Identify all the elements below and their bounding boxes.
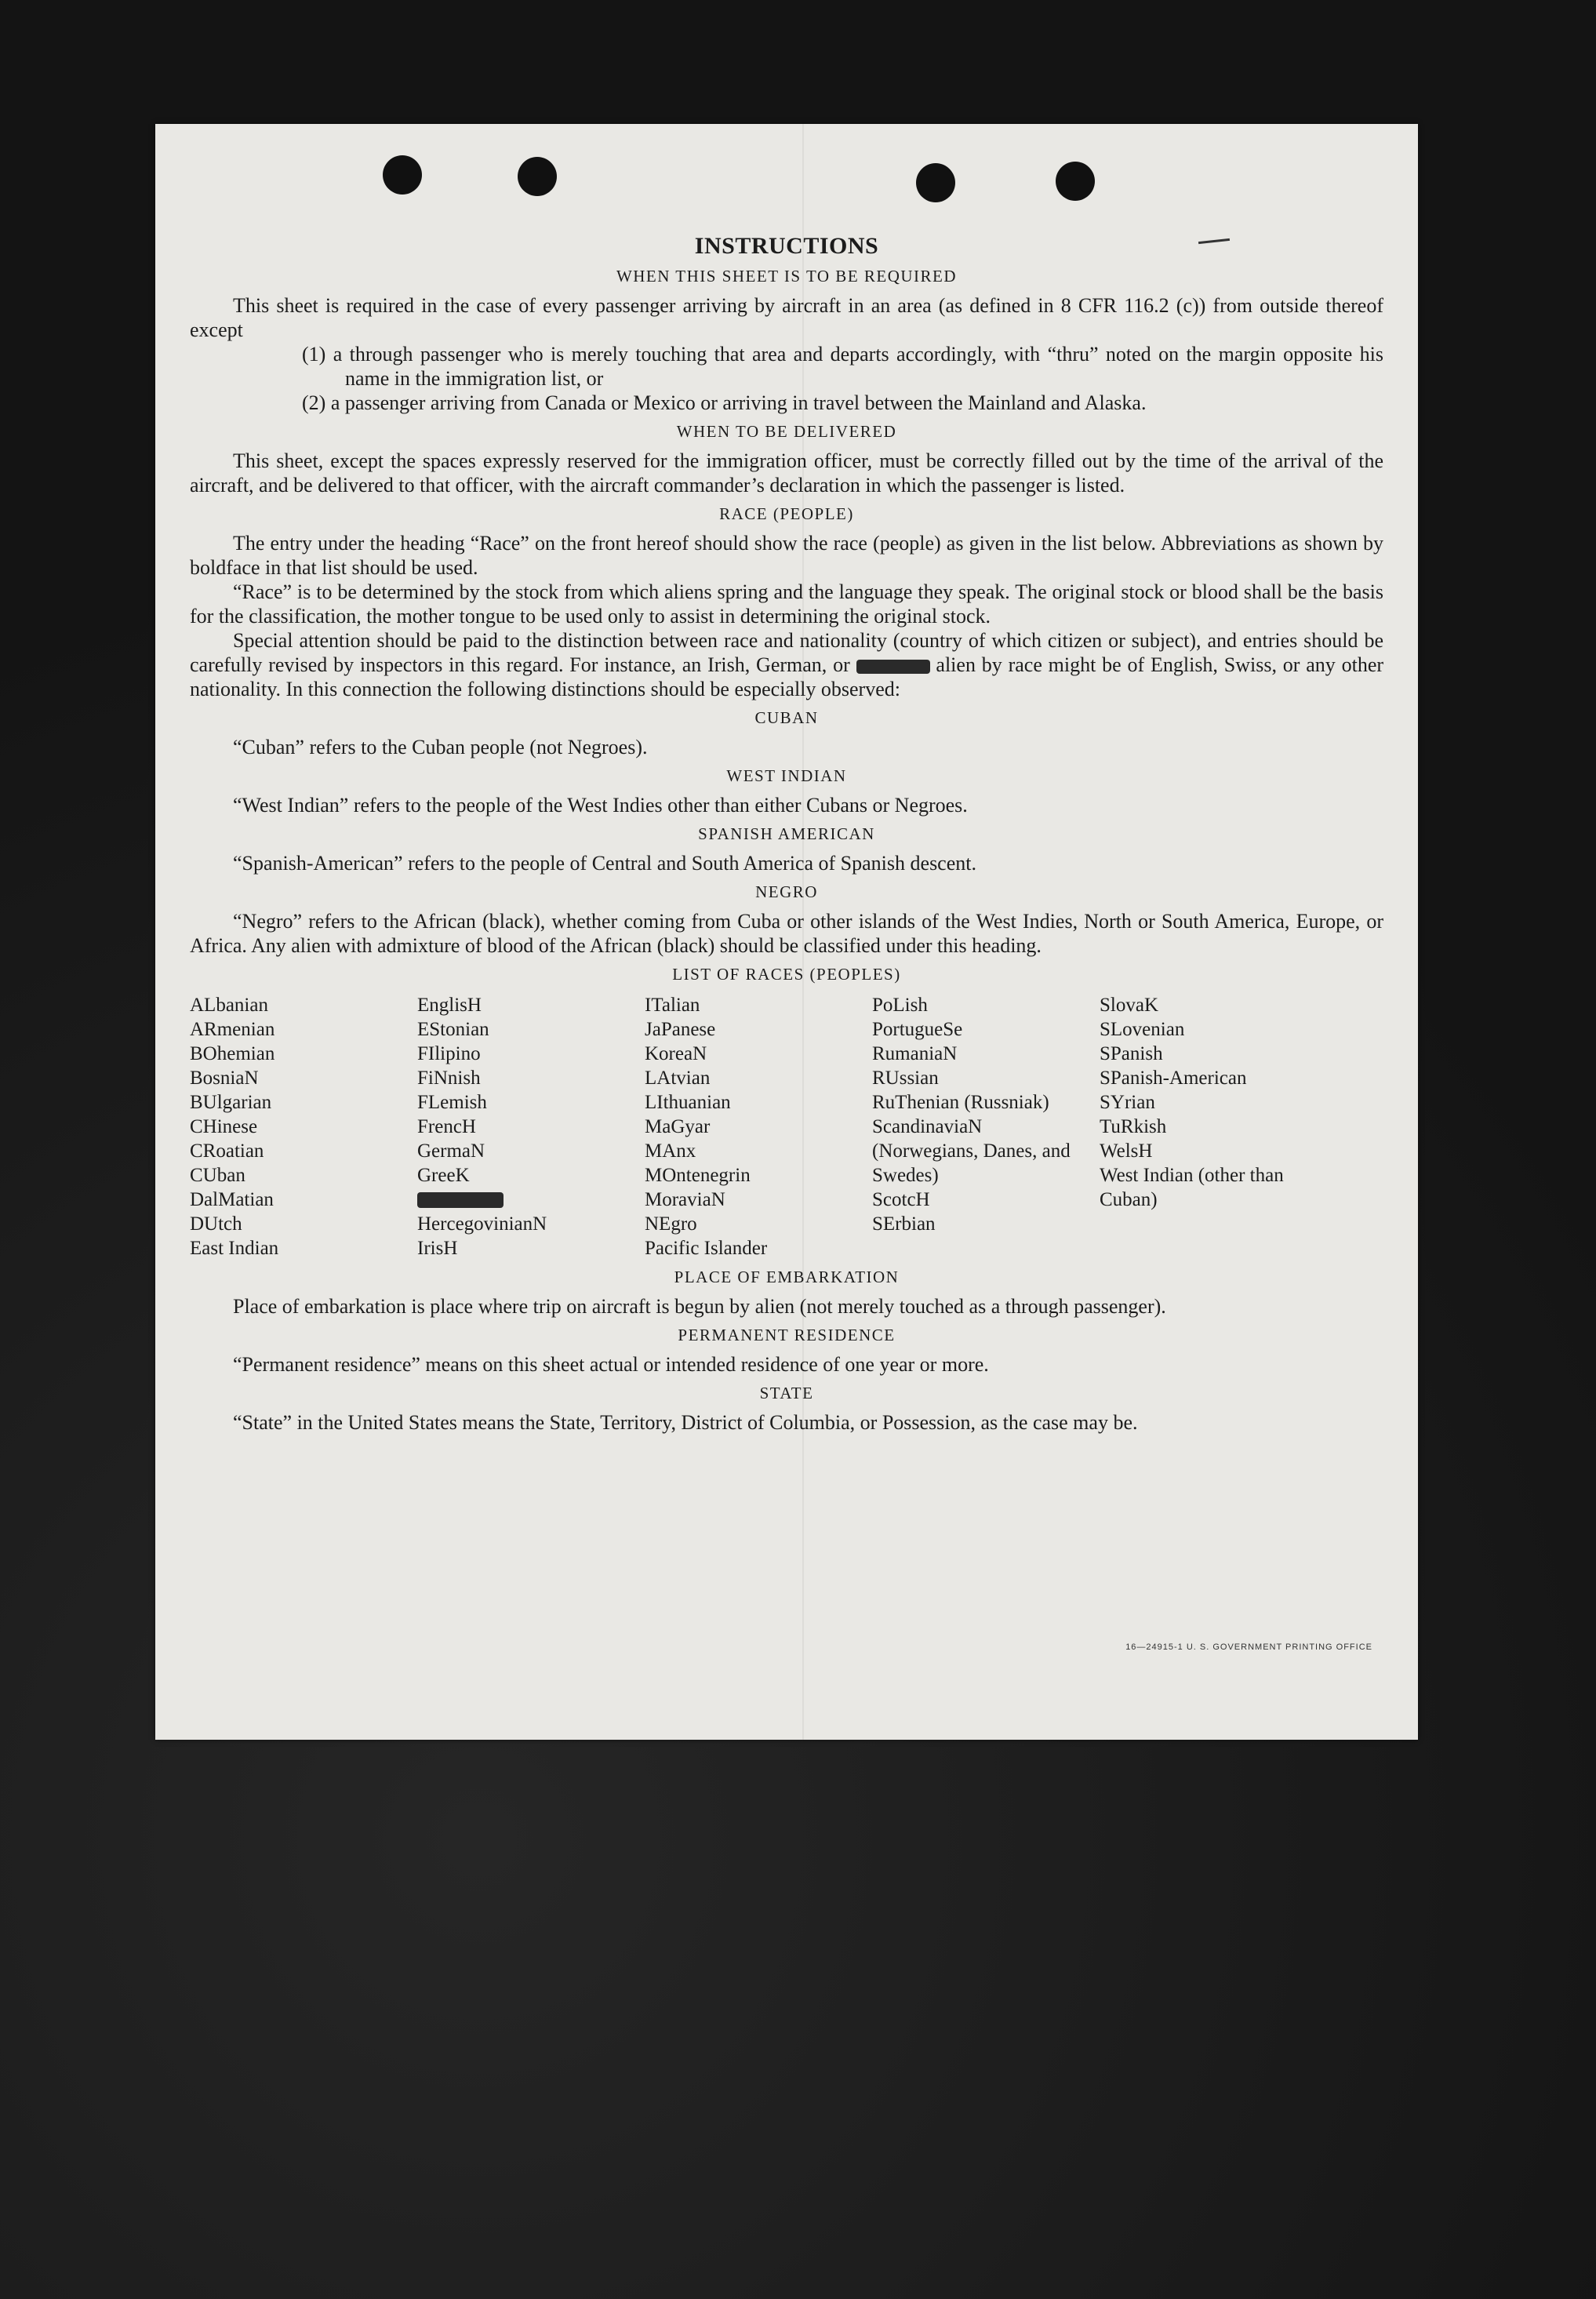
race-entry: FLemish — [417, 1092, 487, 1113]
print-office-code: 16—24915-1 U. S. GOVERNMENT PRINTING OFFICE — [1125, 1642, 1372, 1652]
race-entry: JaPanese — [645, 1019, 716, 1040]
race-entry: BosniaN — [190, 1068, 259, 1089]
race-entry: ARmenian — [190, 1019, 275, 1040]
race-entry: GreeK — [417, 1165, 470, 1186]
punch-hole — [1056, 162, 1095, 201]
race-entry: RumaniaN — [872, 1043, 958, 1064]
punch-hole — [916, 163, 955, 202]
race-entry: WelsH — [1100, 1140, 1153, 1162]
section-heading: LIST OF RACES (PEOPLES) — [672, 965, 901, 984]
redaction-mark — [417, 1192, 504, 1208]
race-entry: FIlipino — [417, 1043, 481, 1064]
paragraph: The entry under the heading “Race” on the front hereof should show the race (people) as given in the list below. Abbreviations as shown by boldface in that list should be used. — [190, 532, 1383, 579]
race-entry: SLovenian — [1100, 1019, 1185, 1040]
race-entry: Pacific Islander — [645, 1238, 768, 1259]
race-entry: EStonian — [417, 1019, 489, 1040]
race-entry: MoraviaN — [645, 1189, 725, 1210]
paragraph: “Race” is to be determined by the stock from which aliens spring and the language they speak. The original stock or blood shall be the basis for the classification, the mother tongue to be used only to assist in determining the original stock. — [190, 580, 1383, 627]
paragraph: “Negro” refers to the African (black), whether coming from Cuba or other islands of the West Indies, North or South America, Europe, or Africa. Any alien with admixture of blood of the African (black) should be classified under this heading. — [190, 910, 1383, 957]
race-entry: ScotcH — [872, 1189, 930, 1210]
section-heading: WHEN THIS SHEET IS TO BE REQUIRED — [616, 267, 958, 286]
paragraph: This sheet, except the spaces expressly reserved for the immigration officer, must be correctly filled out by the time of the arrival of the aircraft, and be delivered to that officer, with the aircraft commander’s declaration in which the passenger is listed. — [190, 449, 1383, 497]
list-item: (1) a through passenger who is merely touching that area and departs accordingly, with “thru” noted on the margin opposite his name in the immigration list, or — [302, 343, 1383, 390]
race-entry: DalMatian — [190, 1189, 274, 1210]
race-entry: LAtvian — [645, 1068, 711, 1089]
instructions-body — [190, 234, 1383, 1435]
race-entry: MaGyar — [645, 1116, 711, 1137]
races-column-5 — [1100, 993, 1327, 1260]
race-entry: CUban — [190, 1165, 245, 1186]
race-entry: BUlgarian — [190, 1092, 272, 1113]
race-entry: NEgro — [645, 1213, 697, 1235]
list-item: (2) a passenger arriving from Canada or Mexico or arriving in travel between the Mainland and Alaska. — [302, 391, 1147, 414]
race-entry: RuThenian (Russniak) — [872, 1092, 1049, 1113]
section-heading: STATE — [759, 1384, 814, 1402]
paragraph: Place of embarkation is place where trip on aircraft is begun by alien (not merely touched as a through passenger). — [233, 1295, 1166, 1318]
race-entry: PoLish — [872, 995, 928, 1016]
race-entry: MOntenegrin — [645, 1165, 751, 1186]
paragraph: “West Indian” refers to the people of the West Indies other than either Cubans or Negroes. — [233, 794, 968, 817]
paragraph: “Spanish-American” refers to the people of Central and South America of Spanish descent. — [233, 852, 976, 875]
race-entry: CRoatian — [190, 1140, 264, 1162]
races-column-3 — [645, 993, 872, 1260]
race-entry: GermaN — [417, 1140, 485, 1162]
paragraph: “Permanent residence” means on this sheet actual or intended residence of one year or more. — [233, 1353, 989, 1376]
race-entry: ScandinaviaN (Norwegians, Danes, and Swedes) — [872, 1116, 1071, 1186]
races-column-4 — [872, 993, 1100, 1260]
race-entry: TuRkish — [1100, 1116, 1167, 1137]
paragraph-part: Special attention should be paid to the distinction between race and nationality (country of which citizen or subject), and entries should be carefully revised by inspectors in this regard. For instance, an Irish, German, or — [190, 629, 1383, 676]
races-table — [190, 993, 1383, 1260]
section-heading: WHEN TO BE DELIVERED — [676, 422, 897, 441]
section-heading: SPANISH AMERICAN — [698, 824, 875, 843]
race-entry: East Indian — [190, 1238, 279, 1259]
section-heading: WEST INDIAN — [726, 766, 847, 785]
race-entry: CHinese — [190, 1116, 258, 1137]
race-entry: DUtch — [190, 1213, 242, 1235]
race-entry: FiNnish — [417, 1068, 481, 1089]
race-entry: LIthuanian — [645, 1092, 731, 1113]
paragraph: This sheet is required in the case of every passenger arriving by aircraft in an area (as defined in 8 CFR 116.2 (c)) from outside thereof except — [190, 294, 1383, 341]
paragraph: “Cuban” refers to the Cuban people (not Negroes). — [233, 736, 648, 758]
paragraph-part: alien by race might be of English, Swiss, or any other nationality. In this connection the following distinctions should be especially observed: — [190, 653, 1384, 700]
section-heading: NEGRO — [755, 882, 818, 901]
race-entry: SYrian — [1100, 1092, 1155, 1113]
redaction-mark — [856, 660, 930, 674]
race-entry: MAnx — [645, 1140, 696, 1162]
race-entry: SPanish-American — [1100, 1068, 1247, 1089]
races-column-1 — [190, 993, 417, 1260]
page-title: INSTRUCTIONS — [694, 233, 879, 259]
race-entry: ALbanian — [190, 995, 268, 1016]
punch-hole — [518, 157, 557, 196]
race-entry: SErbian — [872, 1213, 936, 1235]
race-entry: SPanish — [1100, 1043, 1163, 1064]
section-heading: CUBAN — [754, 708, 819, 727]
race-entry: West Indian (other than Cuban) — [1100, 1165, 1284, 1210]
races-column-2 — [417, 993, 645, 1260]
section-heading: PLACE OF EMBARKATION — [674, 1268, 900, 1286]
race-entry: KoreaN — [645, 1043, 707, 1064]
punch-hole — [383, 155, 422, 195]
race-entry: RUssian — [872, 1068, 939, 1089]
paragraph — [190, 628, 1383, 701]
section-heading: RACE (PEOPLE) — [719, 504, 854, 523]
document-sheet — [155, 124, 1418, 1740]
race-entry: FrencH — [417, 1116, 476, 1137]
race-entry: HercegovinianN — [417, 1213, 547, 1235]
race-entry: SlovaK — [1100, 995, 1158, 1016]
section-heading: PERMANENT RESIDENCE — [678, 1326, 896, 1344]
race-entry: PortugueSe — [872, 1019, 963, 1040]
race-entry: BOhemian — [190, 1043, 275, 1064]
race-entry: IrisH — [417, 1238, 458, 1259]
paragraph: “State” in the United States means the State, Territory, District of Columbia, or Possession, as the case may be. — [233, 1411, 1138, 1434]
race-entry: EnglisH — [417, 995, 482, 1016]
race-entry: ITalian — [645, 995, 700, 1016]
